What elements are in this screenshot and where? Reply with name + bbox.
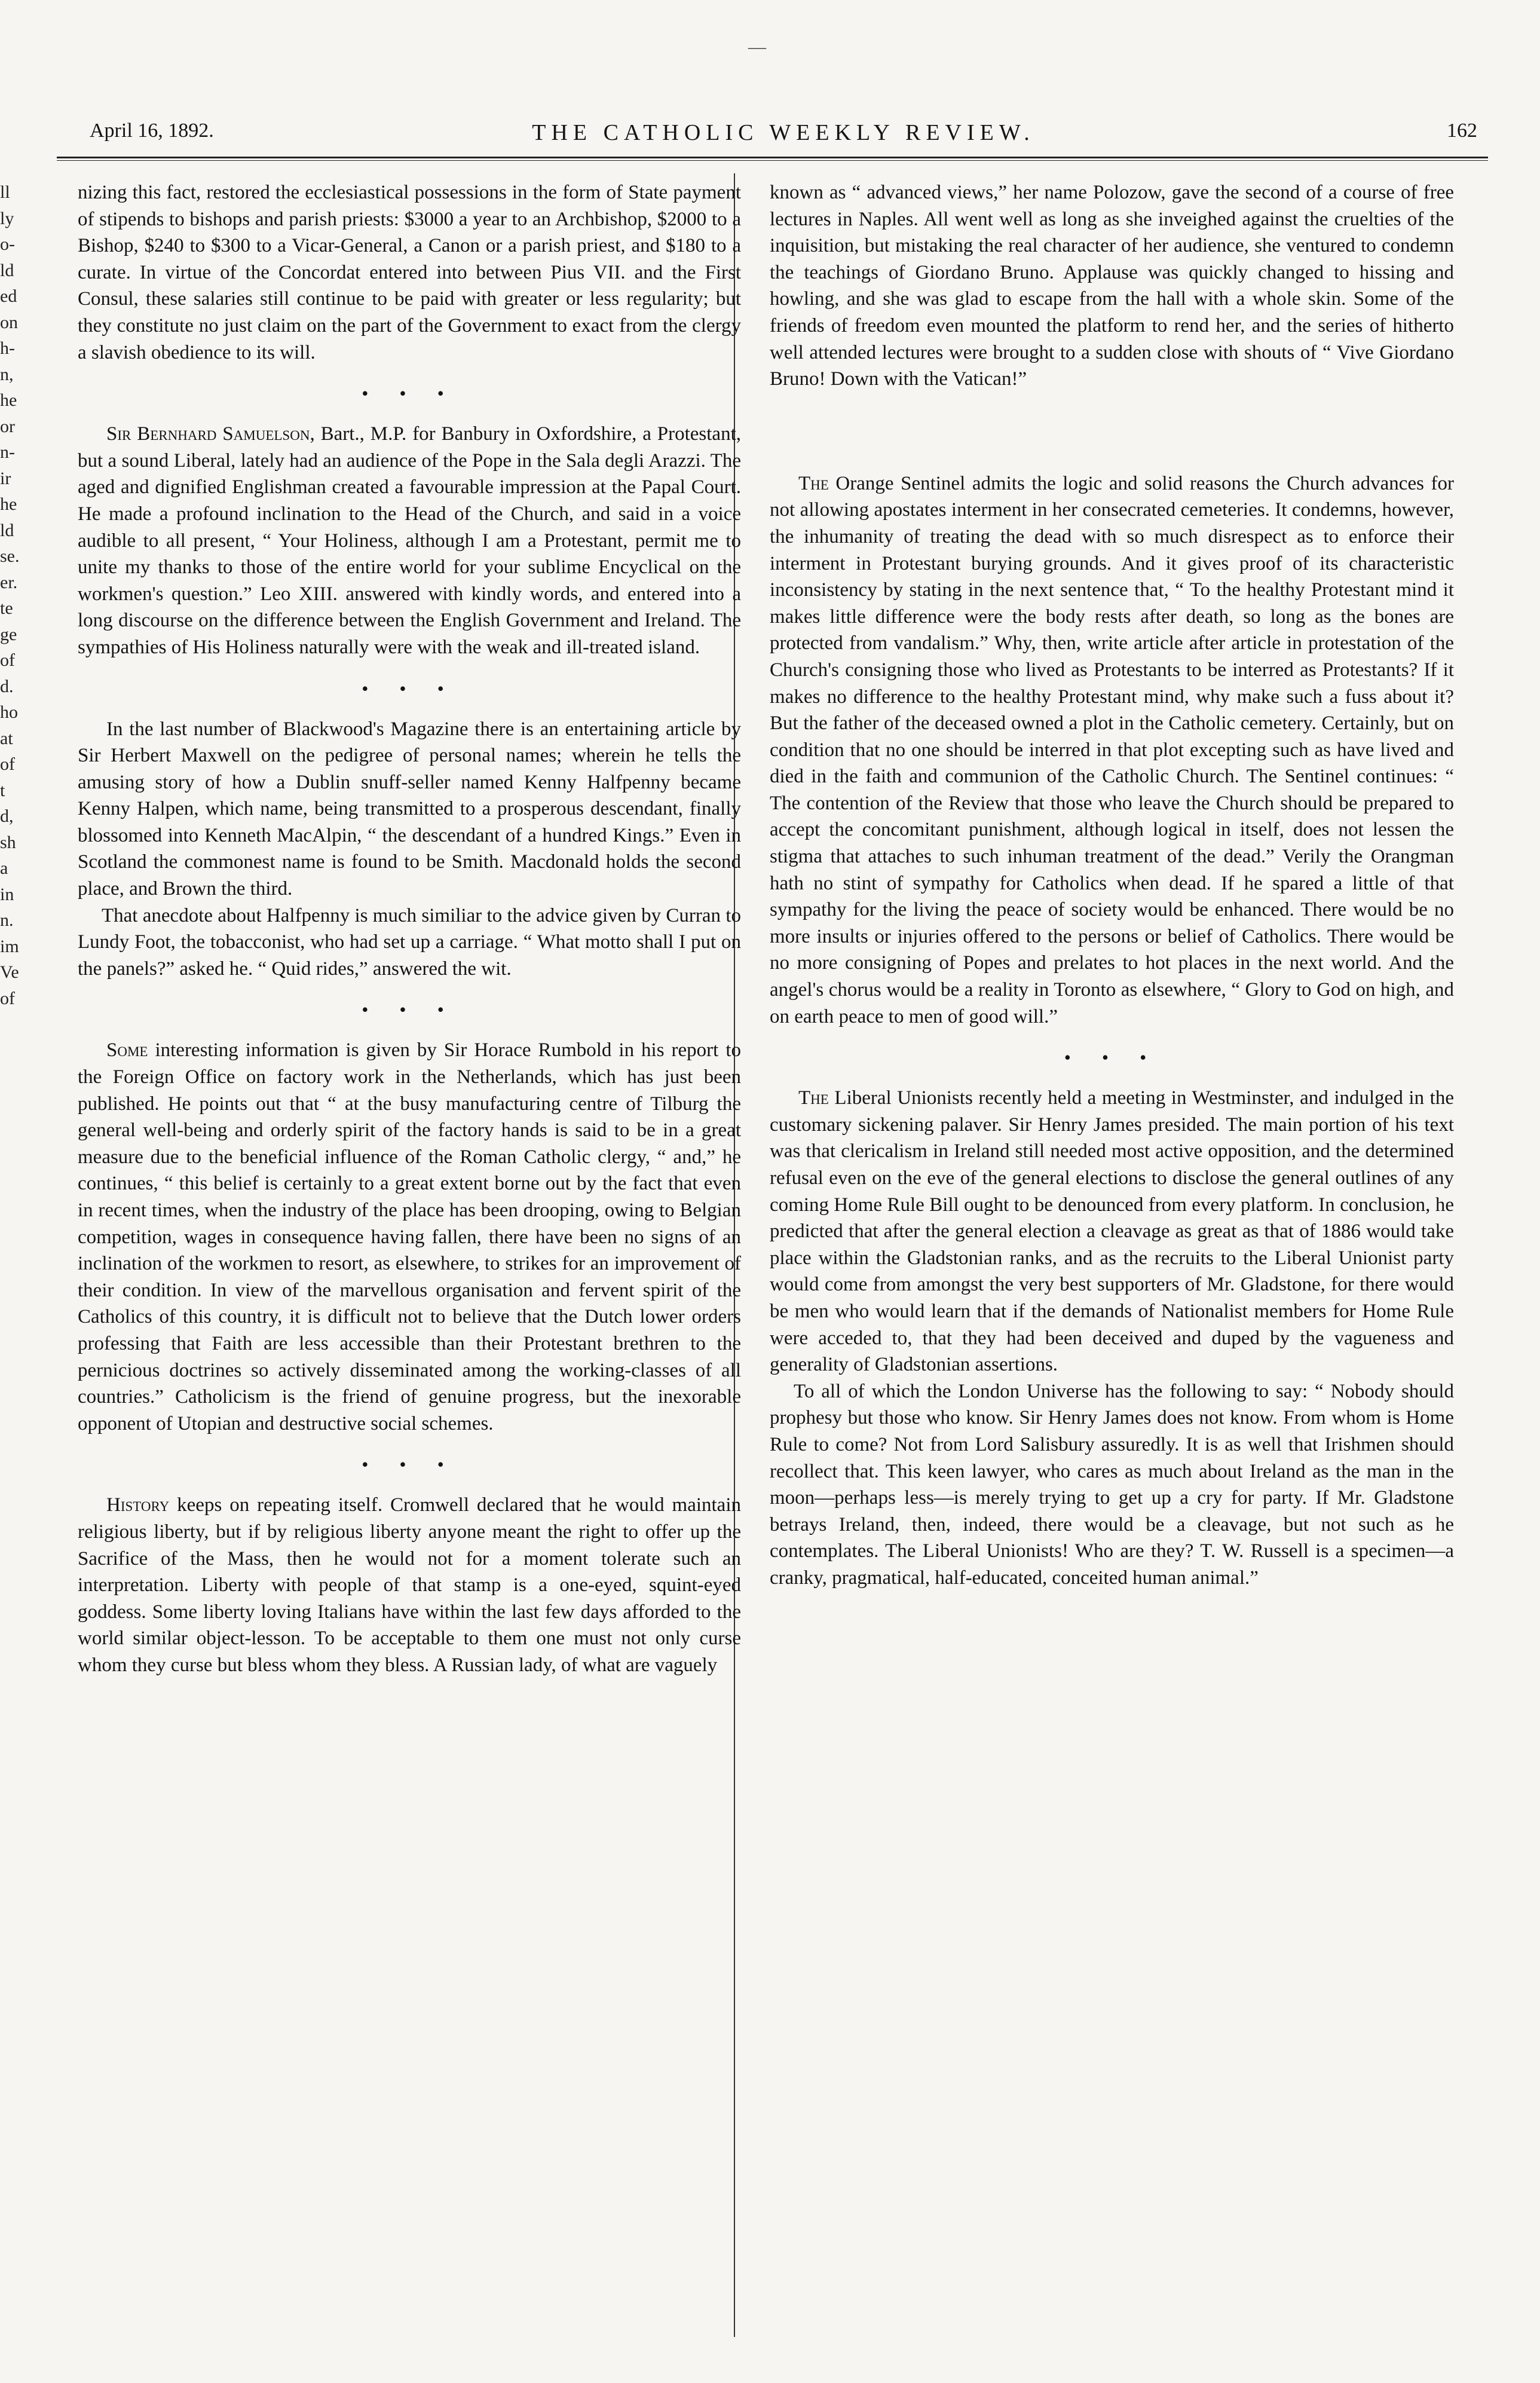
margin-fragment: ir (0, 468, 11, 488)
margin-fragment: ld (0, 260, 14, 280)
paragraph-body: keeps on repeating itself. Cromwell declared that he would maintain religious liberty, but if by religious liberty anyone meant the right to offer up the Sacrifice of the Mass, then he would not for a moment tolerate such an interpretation. Liberty with people of that stamp is a one-eyed, squint-eyed goddess. Some liberty loving Italians have within the last few days afforded to the world similar object-lesson. To be acceptable to them one must not only curse whom they curse but bless whom they bless. A Russian lady, of what are vaguely (78, 1494, 741, 1676)
margin-fragment: er. (0, 572, 18, 592)
page-header (90, 120, 1477, 149)
margin-fragment: of (0, 988, 15, 1008)
section-separator: • • • (1064, 1047, 1160, 1069)
publication-title: THE CATHOLIC WEEKLY REVIEW. (532, 120, 1035, 145)
margin-fragment: ho (0, 702, 18, 722)
margin-fragment: ld (0, 520, 14, 540)
margin-fragment: or (0, 416, 15, 436)
margin-fragment: t (0, 780, 5, 800)
lead-words: Sir Bernhard Samuelson (106, 423, 310, 445)
article-paragraph: In the last number of Blackwood's Magazine there is an entertaining article by Sir Herbert Maxwell on the pedigree of personal names; wherein he tells the amusing story of how a Dublin snuff-seller named Kenny Halfpenny became Kenny Halpen, which name, being transmitted to a prosperous descendant, finally blossomed into Kenneth MacAlpin, “ the descendant of a hundred Kings.” Even in Scotland the commonest name is found to be Smith. Macdonald holds the second place, and Brown the third. (78, 718, 741, 900)
margin-fragment: ll (0, 182, 10, 202)
section-separator (770, 393, 1454, 470)
article-paragraph (770, 470, 1454, 1030)
margin-fragment: d, (0, 806, 14, 826)
lead-words: Some (106, 1039, 148, 1062)
margin-fragment: sh (0, 832, 16, 852)
section-separator: • • • (362, 677, 457, 699)
section-separator: • • • (362, 383, 457, 405)
margin-fragment: he (0, 494, 17, 514)
article-paragraph (78, 421, 741, 660)
left-margin-fragments (0, 179, 20, 1008)
section-separator: • • • (362, 999, 457, 1021)
margin-fragment: se. (0, 546, 20, 566)
article-paragraph: nizing this fact, restored the ecclesiastical possessions in the form of State payment of stipends to bishops and parish priests: $3000 a year to an Archbishop, $2000 to a Bishop, $240 to $300 to a Vicar-General, a Canon or a parish priest, and $180 to a curate. In virtue of the Concordat entered into between Pius VII. and the First Consul, these salaries still continue to be paid with greater or less regularity; but they constitute no just claim on the part of the Government to exact from the clergy a slavish obedience to its will. (78, 182, 741, 363)
article-paragraph: known as “ advanced views,” her name Polozow, gave the second of a course of free lectures in Naples. All went well as long as she inveighed against the cruelties of the inquisition, but mistaking the real character of her audience, she ventured to condemn the teachings of Giordano Bruno. Applause was quickly changed to hissing and howling, and she was glad to escape from the hall with a whole skin. Some of the friends of freedom even mounted the platform to rend her, and the series of hitherto well attended lectures were brought to a sudden close with shouts of “ Vive Giordano Bruno! Down with the Vatican!” (770, 182, 1454, 390)
margin-fragment: of (0, 754, 15, 774)
article-paragraph (78, 1037, 741, 1437)
header-rule (57, 157, 1488, 161)
issue-date: April 16, 1892. (90, 120, 214, 142)
margin-fragment: at (0, 728, 13, 748)
margin-fragment: d. (0, 676, 14, 696)
margin-fragment: in (0, 884, 14, 904)
margin-fragment: im (0, 936, 19, 956)
margin-fragment: o- (0, 234, 15, 254)
article-paragraph (770, 1085, 1454, 1378)
margin-fragment: n, (0, 364, 14, 384)
margin-fragment: on (0, 312, 18, 332)
paragraph-body: interesting information is given by Sir Horace Rumbold in his report to the Foreign Office on factory work in the Netherlands, which has just been published. He points out that “ at the busy manufacturing centre of Tilburg the general well-being and orderly spirit of the factory hands is said to be in a great measure due to the beneficial influence of the Roman Catholic clergy, “ and,” he continues, “ this belief is certainly to a great extent borne out by the fact that even in recent times, when the industry of the place has been drooping, owing to Belgian competition, wages in consequence having fallen, there have been no signs of an inclination of the workmen to resort, as elsewhere, to strikes for an improvement of their condition. In view of the marvellous organisation and fervent spirit of the Catholics of this country, it is difficult not to believe that the Dutch lower orders professing that Faith are less accessible than their Protestant brethren to the pernicious doctrines so actively disseminated among the working-classes of all countries.” Catholicism is the friend of genuine progress, but the inexorable opponent of Utopian and destructive social schemes. (78, 1039, 741, 1434)
margin-fragment: he (0, 390, 17, 410)
margin-fragment: ly (0, 208, 14, 228)
margin-fragment: ge (0, 624, 17, 644)
article-paragraph (78, 1492, 741, 1678)
margin-fragment: n. (0, 910, 14, 930)
article-paragraph: That anecdote about Halfpenny is much similiar to the advice given by Curran to Lundy Foot, the tobacconist, who had set up a carriage. “ What motto shall I put on the panels?” asked he. “ Quid rides,” answered the wit. (78, 904, 741, 980)
margin-fragment: ed (0, 286, 17, 306)
left-column (78, 179, 741, 1679)
paragraph-body: , Bart., M.P. for Banbury in Oxfordshire, a Protestant, but a sound Liberal, lately had an audience of the Pope in the Sala degli Arazzi. The aged and dignified Englishman created a favourable impression at the Papal Court. He made a profound inclination to the Head of the Church, and said in a voice audible to all present, “ Your Holiness, although I am a Protestant, permit me to unite my thanks to those of the entire world for your sublime Encyclical on the workmen's question.” Leo XIII. answered with kindly words, and entered into a long discourse on the difference between the English Government and Ireland. The sympathies of His Holiness naturally were with the weak and ill-treated island. (78, 423, 741, 658)
article-paragraph: To all of which the London Universe has the following to say: “ Nobody should prophesy but those who know. Sir Henry James does not know. From whom is Home Rule to come? Not from Lord Salisbury assuredly. It is as well that Irishmen should recollect that. This keen lawyer, who cares as much about Ireland as the man in the moon—perhaps less—is merely trying to get up a cry for party. If Mr. Gladstone betrays Ireland, then, indeed, there would be a cleavage, but not such as he contemplates. The Liberal Unionists! Who are they? T. W. Russell is a specimen—a cranky, pragmatical, half-educated, conceited human animal.” (770, 1380, 1454, 1589)
paragraph-body: Orange Sentinel admits the logic and solid reasons the Church advances for not allowing apostates interment in her consecrated cemeteries. It condemns, however, the inhumanity of treating the dead with so much disrespect as to enforce their interment in Protestant burying grounds. And it gives proof of its characteristic inconsistency by stating in the next sentence that, “ To the healthy Protestant mind it makes little difference were the body rests after death, so long as the bones are protected from vandalism.” Why, then, write article after article in protestation of the Church's consigning those who lived as Protestants to be interred as Protestants? If it makes no difference to the healthy Protestant mind, why make such a fuss about it? But the father of the deceased owned a plot in the Catholic cemetery. Certainly, but on condition that no one should be interred in that plot excepting such as have lived and died in the faith and communion of the Catholic Church. The Sentinel continues: “ The contention of the Review that those who leave the Church should be prepared to accept the concomitant punishment, although logical in itself, does not lessen the stigma that attaches to such inhuman treatment of the dead.” Verily the Orangman hath no stint of sympathy for Catholics when dead. If he spared a little of that sympathy for the living the peace of society would be enhanced. There would be no more insults or injuries offered to the persons or belief of Catholics. There would be no more consigning of Popes and prelates to hot places in the next world. And the angel's chorus would be a reality in Toronto as elsewhere, “ Glory to God on high, and on earth peace to men of good will.” (770, 472, 1454, 1027)
lead-words: The (798, 472, 829, 494)
section-separator: • • • (362, 1454, 457, 1476)
right-column (770, 179, 1454, 1592)
margin-fragment: te (0, 598, 13, 618)
margin-fragment: Ve (0, 962, 19, 982)
paragraph-body: Liberal Unionists recently held a meeting in Westminster, and indulged in the customary sickening palaver. Sir Henry James presided. The main portion of his text was that clericalism in Ireland still needed most active opposition, and the determined refusal even on the eve of the general elections to disclose the general outlines of any coming Home Rule Bill ought to be denounced from every platform. In conclusion, he predicted that after the general election a cleavage as great as that of 1886 would take place within the Gladstonian ranks, and as the recruits to the Liberal Unionist party would come from amongst the very best supporters of Mr. Gladstone, for there would be men who would learn that if the demands of Nationalist members for Home Rule were acceded to, that they had been deceived and duped by the vagueness and generality of Gladstonian assertions. (770, 1087, 1454, 1376)
margin-fragment: n- (0, 442, 15, 462)
lead-words: History (106, 1494, 170, 1516)
page-number: 162 (1447, 120, 1477, 142)
lead-words: The (798, 1087, 829, 1109)
margin-fragment: of (0, 650, 15, 670)
margin-fragment: a (0, 858, 8, 878)
margin-fragment: h- (0, 338, 15, 358)
top-ink-mark: — (748, 37, 766, 57)
